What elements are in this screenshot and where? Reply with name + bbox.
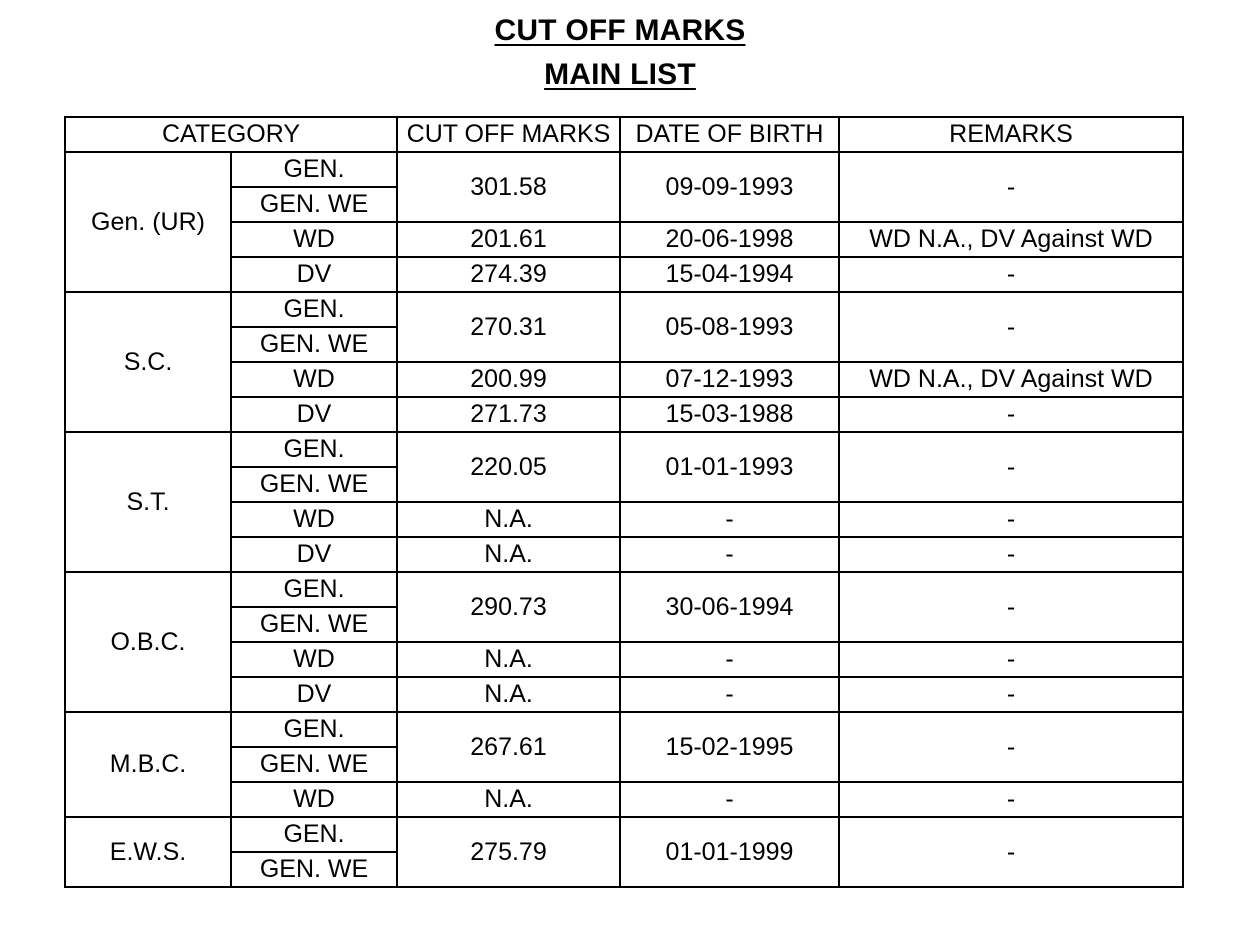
table-row <box>65 782 1183 817</box>
header-category: CATEGORY <box>65 117 397 152</box>
category-cell: O.B.C. <box>65 572 231 712</box>
dob-cell: 09-09-1993 <box>620 152 839 222</box>
marks-cell: 275.79 <box>397 817 620 887</box>
marks-cell: 200.99 <box>397 362 620 397</box>
subcategory-cell: DV <box>231 257 397 292</box>
dob-cell: - <box>620 642 839 677</box>
marks-cell: 290.73 <box>397 572 620 642</box>
dob-cell: - <box>620 537 839 572</box>
cut-off-table <box>64 116 1184 888</box>
marks-cell: 301.58 <box>397 152 620 222</box>
marks-cell: N.A. <box>397 537 620 572</box>
dob-cell: 15-03-1988 <box>620 397 839 432</box>
table-row <box>65 432 1183 467</box>
table-row <box>65 572 1183 607</box>
subcategory-cell: GEN. WE <box>231 852 397 887</box>
remarks-cell: - <box>839 152 1183 222</box>
remarks-cell: WD N.A., DV Against WD <box>839 222 1183 257</box>
subcategory-cell: DV <box>231 537 397 572</box>
subcategory-cell: DV <box>231 397 397 432</box>
subcategory-cell: WD <box>231 642 397 677</box>
remarks-cell: - <box>839 257 1183 292</box>
remarks-cell: - <box>839 817 1183 887</box>
dob-cell: 01-01-1999 <box>620 817 839 887</box>
remarks-cell: - <box>839 397 1183 432</box>
subcategory-cell: GEN. <box>231 152 397 187</box>
header-row <box>65 117 1183 152</box>
subcategory-cell: GEN. <box>231 572 397 607</box>
subcategory-cell: GEN. WE <box>231 607 397 642</box>
category-cell: M.B.C. <box>65 712 231 817</box>
remarks-cell: - <box>839 292 1183 362</box>
dob-cell: - <box>620 502 839 537</box>
marks-cell: 270.31 <box>397 292 620 362</box>
dob-cell: 20-06-1998 <box>620 222 839 257</box>
category-cell: S.T. <box>65 432 231 572</box>
subcategory-cell: WD <box>231 782 397 817</box>
marks-cell: N.A. <box>397 502 620 537</box>
remarks-cell: - <box>839 782 1183 817</box>
remarks-cell: - <box>839 572 1183 642</box>
table-row <box>65 677 1183 712</box>
table-row <box>65 222 1183 257</box>
document-title: CUT OFF MARKS <box>494 14 746 47</box>
table-row <box>65 362 1183 397</box>
dob-cell: - <box>620 782 839 817</box>
subcategory-cell: WD <box>231 222 397 257</box>
dob-cell: 15-02-1995 <box>620 712 839 782</box>
remarks-cell: - <box>839 432 1183 502</box>
table-row <box>65 152 1183 187</box>
table-row <box>65 257 1183 292</box>
table-row <box>65 502 1183 537</box>
remarks-cell: - <box>839 537 1183 572</box>
header-cut-off-marks: CUT OFF MARKS <box>397 117 620 152</box>
table-row <box>65 397 1183 432</box>
dob-cell: 07-12-1993 <box>620 362 839 397</box>
dob-cell: - <box>620 677 839 712</box>
subcategory-cell: DV <box>231 677 397 712</box>
subcategory-cell: WD <box>231 502 397 537</box>
marks-cell: N.A. <box>397 677 620 712</box>
document-subtitle: MAIN LIST <box>544 58 696 91</box>
marks-cell: 274.39 <box>397 257 620 292</box>
remarks-cell: - <box>839 642 1183 677</box>
header-date-of-birth: DATE OF BIRTH <box>620 117 839 152</box>
remarks-cell: - <box>839 502 1183 537</box>
category-cell: E.W.S. <box>65 817 231 887</box>
table-row <box>65 712 1183 747</box>
dob-cell: 01-01-1993 <box>620 432 839 502</box>
dob-cell: 05-08-1993 <box>620 292 839 362</box>
subcategory-cell: WD <box>231 362 397 397</box>
dob-cell: 30-06-1994 <box>620 572 839 642</box>
marks-cell: N.A. <box>397 782 620 817</box>
subcategory-cell: GEN. WE <box>231 187 397 222</box>
remarks-cell: - <box>839 712 1183 782</box>
category-cell: S.C. <box>65 292 231 432</box>
category-cell: Gen. (UR) <box>65 152 231 292</box>
table-row <box>65 642 1183 677</box>
subcategory-cell: GEN. <box>231 817 397 852</box>
marks-cell: 220.05 <box>397 432 620 502</box>
marks-cell: 201.61 <box>397 222 620 257</box>
subcategory-cell: GEN. WE <box>231 327 397 362</box>
table-row <box>65 817 1183 852</box>
dob-cell: 15-04-1994 <box>620 257 839 292</box>
table-row <box>65 537 1183 572</box>
subcategory-cell: GEN. <box>231 432 397 467</box>
header-remarks: REMARKS <box>839 117 1183 152</box>
subcategory-cell: GEN. <box>231 712 397 747</box>
subcategory-cell: GEN. WE <box>231 467 397 502</box>
marks-cell: N.A. <box>397 642 620 677</box>
remarks-cell: WD N.A., DV Against WD <box>839 362 1183 397</box>
subcategory-cell: GEN. WE <box>231 747 397 782</box>
marks-cell: 267.61 <box>397 712 620 782</box>
subcategory-cell: GEN. <box>231 292 397 327</box>
marks-cell: 271.73 <box>397 397 620 432</box>
remarks-cell: - <box>839 677 1183 712</box>
table-row <box>65 292 1183 327</box>
